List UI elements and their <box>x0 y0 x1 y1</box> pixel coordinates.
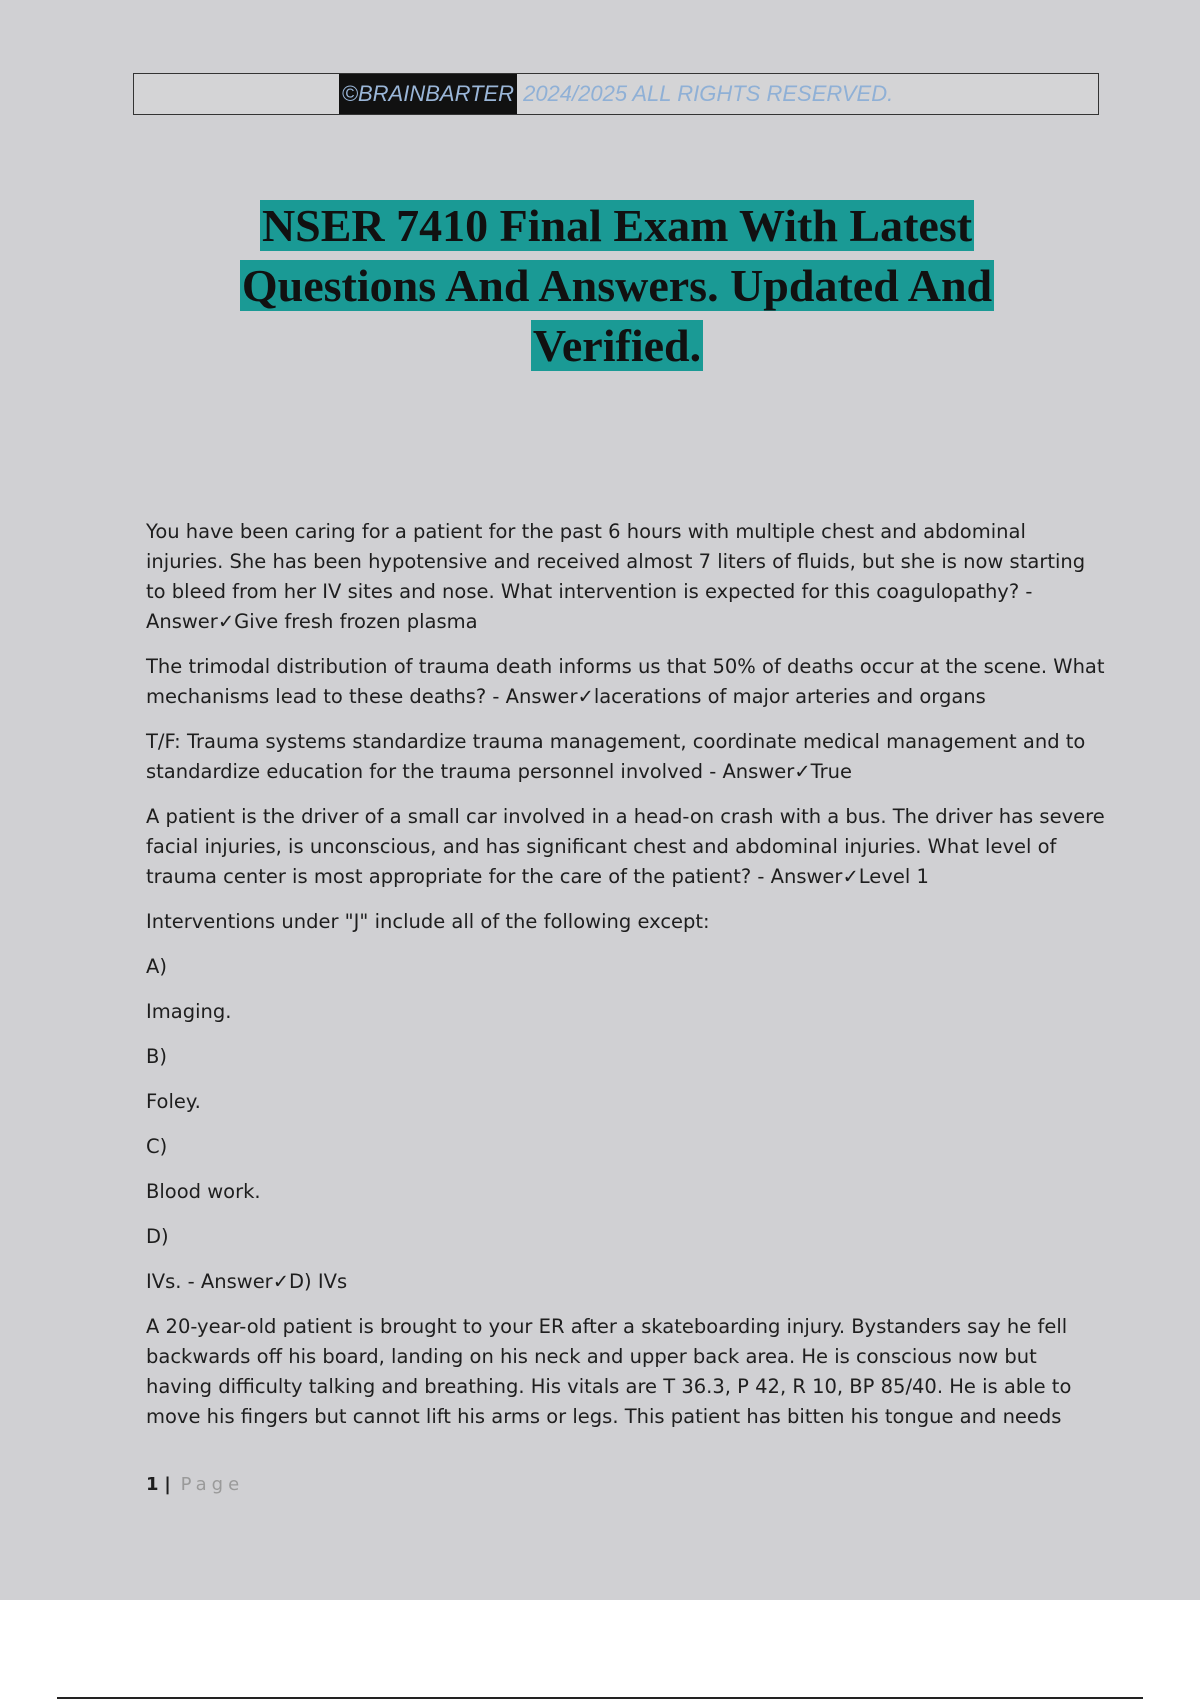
brand-label: ©BRAINBARTER <box>339 74 517 114</box>
option-d-label: D) <box>146 1225 169 1248</box>
question-4: A patient is the driver of a small car involved in a head-on crash with a bus. The driver has severe facial injuries, is unconscious, and has significant chest and abdominal injuries. What level of trauma center is most appropriate for the care of the patient? - Answer✓Level 1 <box>146 805 1105 888</box>
question-2: The trimodal distribution of trauma death informs us that 50% of deaths occur at the scene. What mechanisms lead to these deaths? - Answer✓lacerations of major arteries and organs <box>146 655 1105 708</box>
option-d-text-answer: IVs. - Answer✓D) IVs <box>146 1270 348 1293</box>
question-1: You have been caring for a patient for the past 6 hours with multiple chest and abdominal injuries. She has been hypotensive and received almost 7 liters of fluids, but she is now starting to bleed from her IV sites and nose. What intervention is expected for this coagulopathy? - Answer✓Give fresh frozen plasma <box>146 520 1086 633</box>
page-label: Page <box>180 1474 245 1495</box>
option-b-label: B) <box>146 1045 167 1068</box>
page-footer <box>146 1474 244 1495</box>
rights-label: 2024/2025 ALL RIGHTS RESERVED. <box>523 81 894 106</box>
question-3: T/F: Trauma systems standardize trauma management, coordinate medical management and to standardize education for the trauma personnel involved - Answer✓True <box>146 730 1086 783</box>
title-line-3: Verified. <box>532 320 702 371</box>
option-c-text: Blood work. <box>146 1180 261 1203</box>
title-line-1: NSER 7410 Final Exam With Latest <box>261 200 973 251</box>
option-a-text: Imaging. <box>146 1000 232 1023</box>
option-a-label: A) <box>146 955 167 978</box>
copyright-header <box>133 73 1099 115</box>
question-6: A 20-year-old patient is brought to your ER after a skateboarding injury. Bystanders say he fell backwards off his board, landing on his neck and upper back area. He is conscious now but having difficulty talking and breathing. His vitals are T 36.3, P 42, R 10, BP 85/40. He is able to move his fingers but cannot lift his arms or legs. This patient has bitten his tongue and needs <box>146 1315 1072 1428</box>
document-title <box>150 196 1084 376</box>
page-number: 1 <box>146 1474 159 1495</box>
question-5-stem: Interventions under "J" include all of the following except: <box>146 910 710 933</box>
document-body <box>146 517 1106 1432</box>
option-c-label: C) <box>146 1135 168 1158</box>
title-line-2: Questions And Answers. Updated And <box>241 260 993 311</box>
bottom-divider <box>57 1697 1143 1699</box>
option-b-text: Foley. <box>146 1090 201 1113</box>
footer-separator: | <box>164 1474 171 1495</box>
